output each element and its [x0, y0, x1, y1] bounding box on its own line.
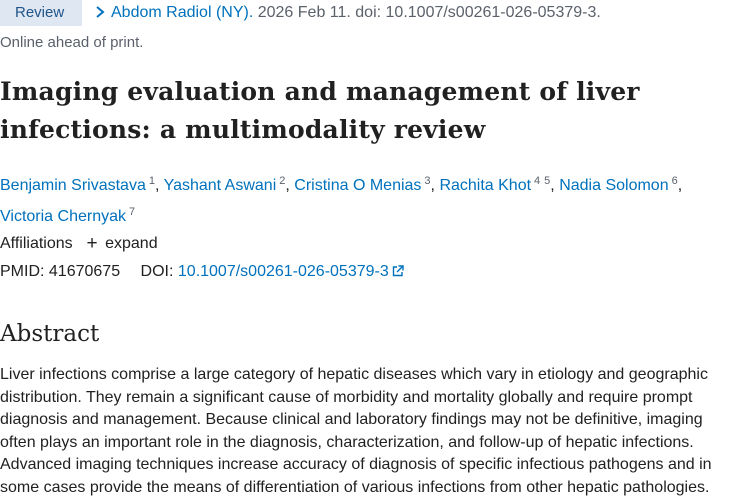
- author-link[interactable]: Benjamin Srivastava: [0, 177, 146, 194]
- citation-text: [111, 0, 601, 26]
- doi-value: 10.1007/s00261-026-05379-3: [177, 263, 389, 280]
- abstract-text: Liver infections comprise a large category of hepatic diseases which vary in etiology and geographic distribution. They remain a significant cause of morbidity and mortality globally and require prompt diagnosis and management. Because clinical and laboratory findings may not be definitive, imaging often plays an important role in the diagnosis, characterization, and follow-up of hepatic infections. Advanced imaging techniques increase accuracy of diagnosis of specific infectious pathogens and in some cases provide the means of differentiation of various infections from other hepatic pathologies.: [0, 366, 712, 496]
- affiliation-ref[interactable]: 5: [544, 175, 551, 187]
- doi-label: DOI:: [140, 263, 174, 280]
- expand-affiliations-button[interactable]: [85, 234, 158, 254]
- identifiers-row: [0, 262, 404, 282]
- doi-link[interactable]: [178, 263, 404, 280]
- citation-bar: [0, 0, 750, 26]
- affiliation-ref[interactable]: 6: [671, 175, 678, 187]
- affiliations-row: [0, 234, 158, 254]
- affiliation-ref[interactable]: 4: [534, 175, 541, 187]
- affiliation-ref[interactable]: 1: [148, 175, 155, 187]
- external-link-icon: [392, 265, 404, 277]
- affiliation-ref[interactable]: 7: [128, 206, 136, 218]
- expand-label: expand: [105, 235, 158, 252]
- article-title-line-1: Imaging evaluation and management of liver: [0, 77, 640, 106]
- chevron-right-icon[interactable]: [93, 3, 107, 21]
- pmid-label: PMID:: [0, 263, 45, 280]
- citation-details: 2026 Feb 11. doi: 10.1007/s00261-026-05379-3.: [253, 4, 601, 21]
- article-type-badge: Review: [0, 0, 82, 26]
- author-link[interactable]: Yashant Aswani: [163, 177, 277, 194]
- affiliation-ref[interactable]: 2: [279, 175, 286, 187]
- plus-icon: +: [86, 233, 98, 254]
- pmid-value: 41670675: [48, 263, 121, 280]
- article-title-line-2: infections: a multimodality review: [0, 115, 486, 144]
- abstract-heading: Abstract: [0, 321, 100, 347]
- author-link[interactable]: Cristina O Menias: [294, 177, 422, 194]
- publication-status: Online ahead of print.: [0, 34, 144, 51]
- author-link[interactable]: Nadia Solomon: [559, 177, 669, 194]
- author-link[interactable]: Victoria Chernyak: [0, 208, 126, 225]
- journal-link[interactable]: Abdom Radiol (NY).: [111, 4, 254, 21]
- affiliation-ref[interactable]: 3: [424, 175, 431, 187]
- authors-list: Benjamin Srivastava $^1$, Yashant Aswani $^2$, Cristina O Menias $^3$, Rachita Khot $^4$ $^5$, Nadia Solomon $^6$, Victoria Chernyak $^7$: [0, 175, 683, 225]
- affiliations-label: Affiliations: [0, 235, 73, 252]
- article-title: [0, 73, 740, 149]
- author-link[interactable]: Rachita Khot: [439, 177, 532, 194]
